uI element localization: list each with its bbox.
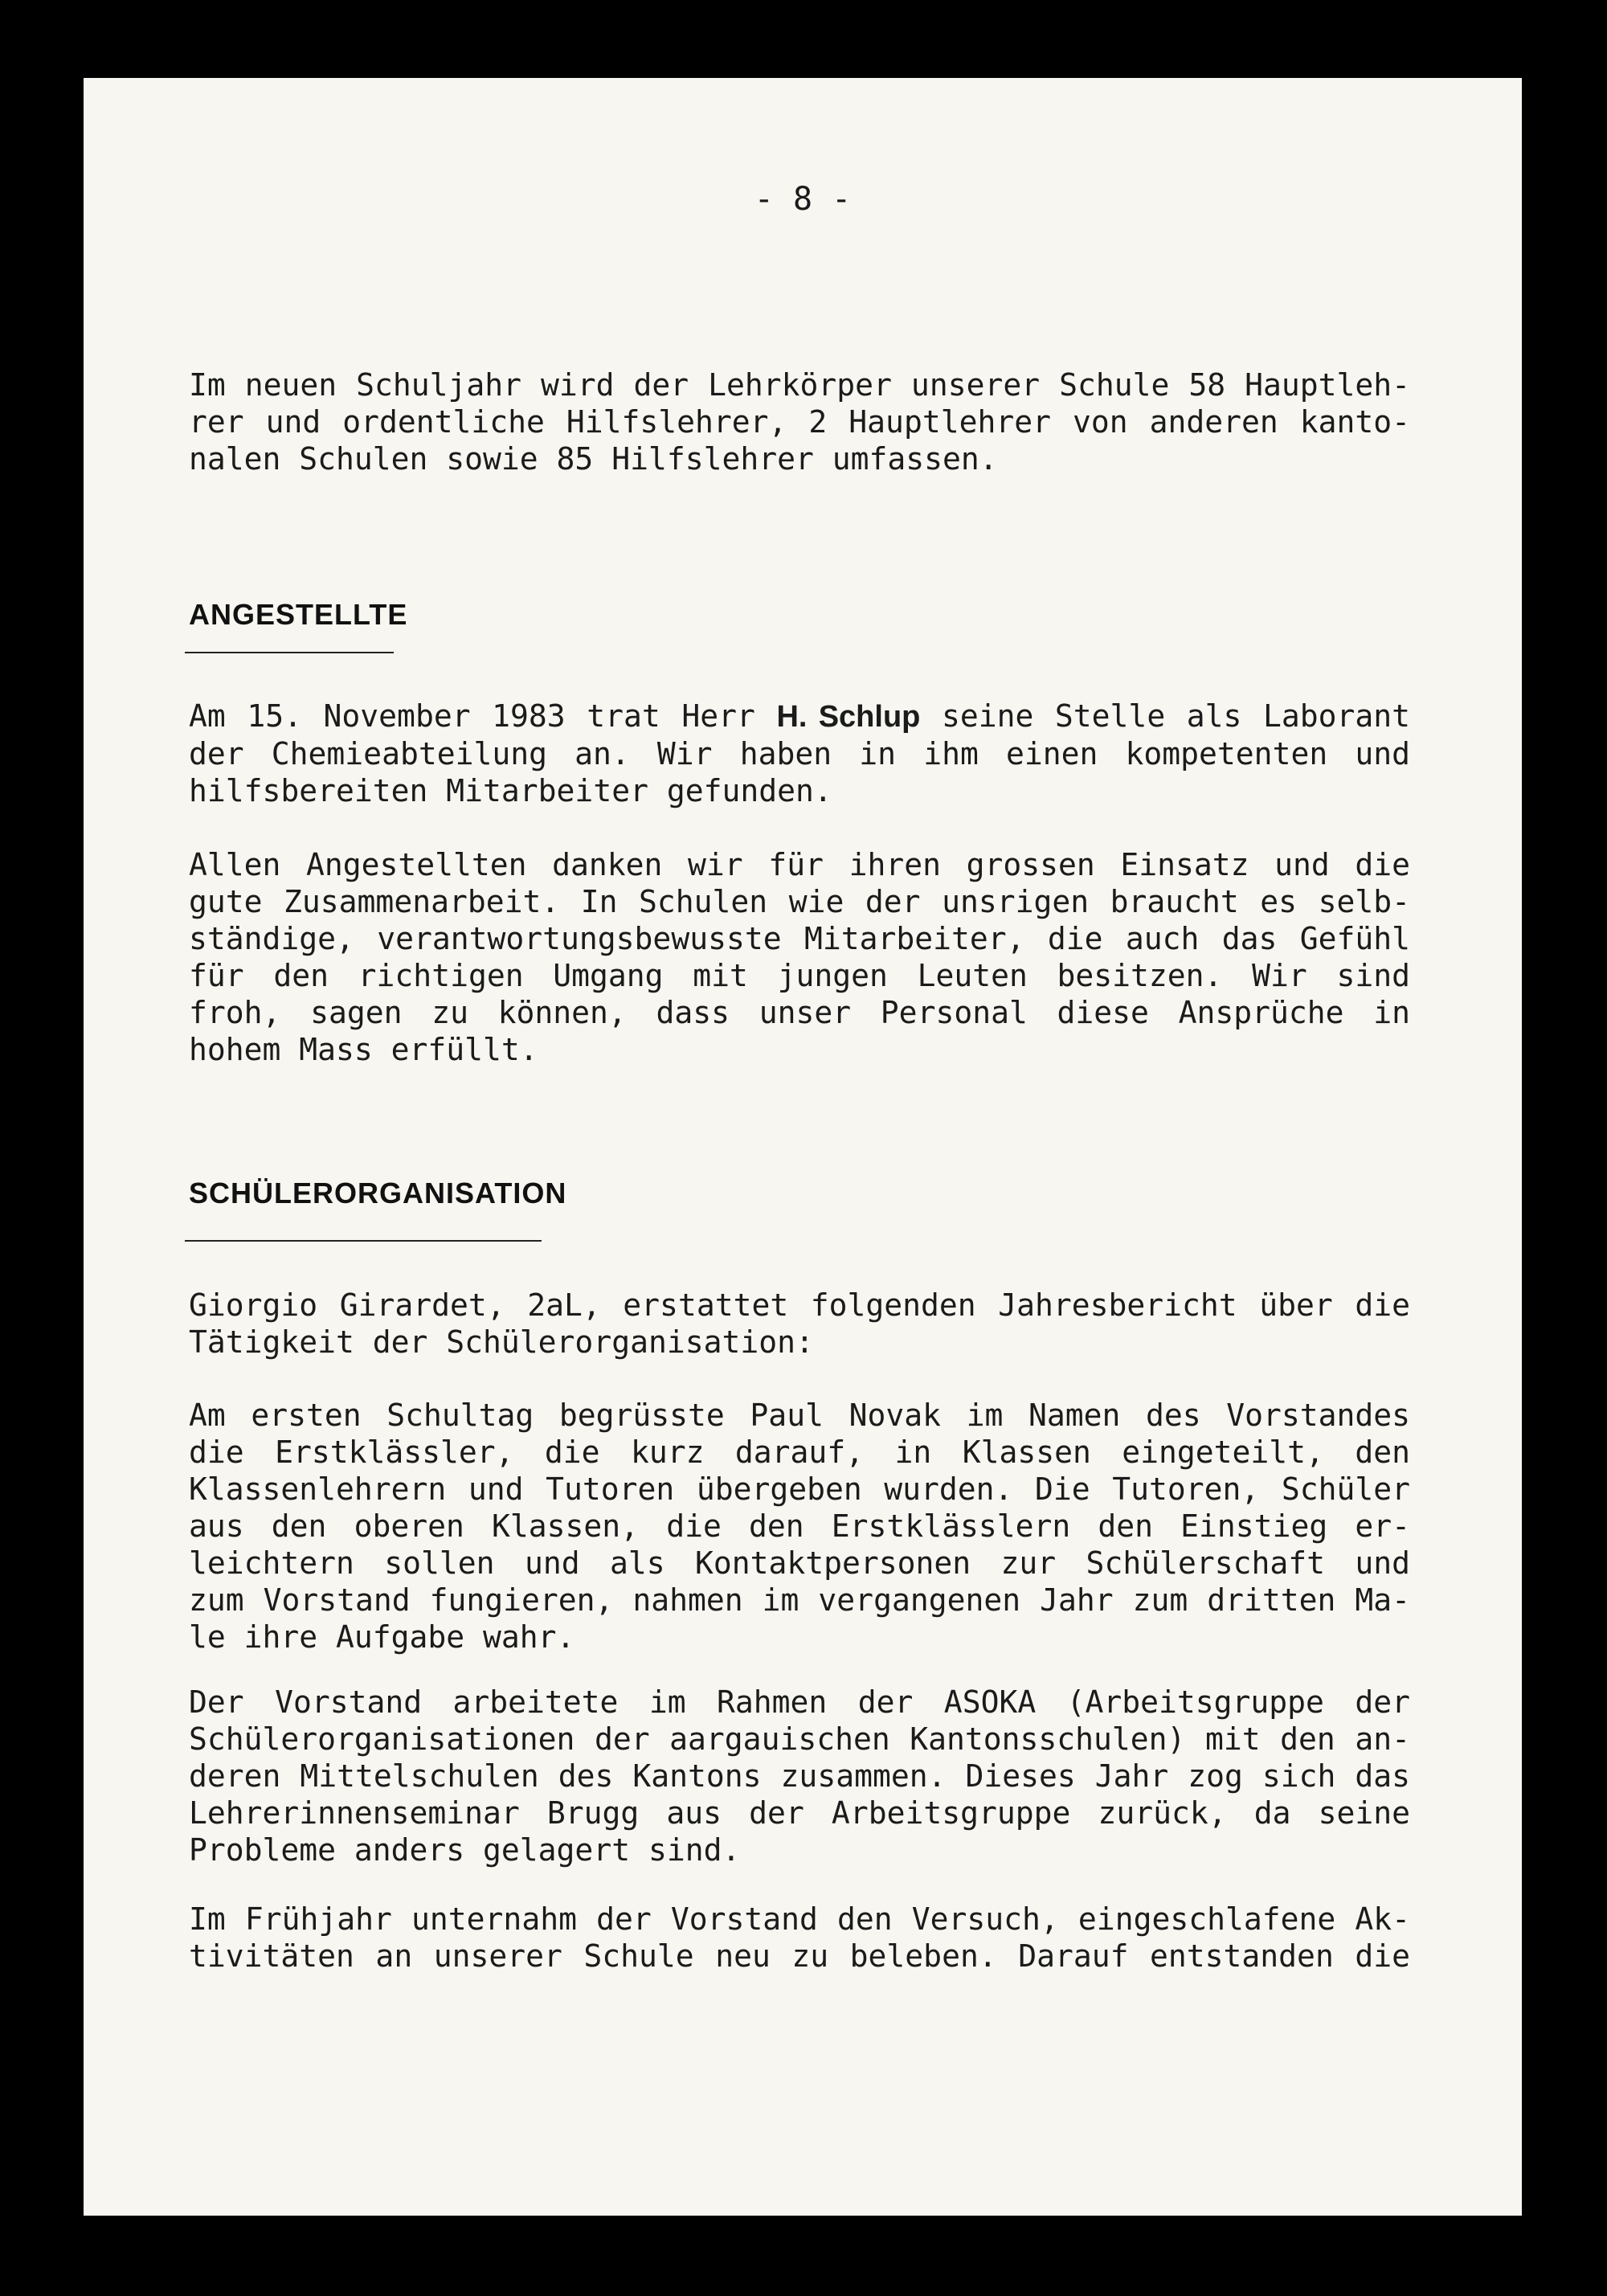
text-line: die Erstklässler, die kurz darauf, in Klassen eingeteilt, den bbox=[189, 1434, 1410, 1470]
text-line: Der Vorstand arbeitete im Rahmen der ASOKA (Arbeitsgruppe der bbox=[189, 1684, 1410, 1720]
text-line: hohem Mass erfüllt. bbox=[189, 1032, 538, 1067]
text-line: Im neuen Schuljahr wird der Lehrkörper unserer Schule 58 Hauptleh- bbox=[189, 367, 1410, 403]
text-line: der Chemieabteilung an. Wir haben in ihm einen kompetenten und bbox=[189, 736, 1410, 771]
text-line: ständige, verantwortungsbewusste Mitarbeiter, die auch das Gefühl bbox=[189, 921, 1410, 956]
document-page bbox=[84, 78, 1522, 2216]
text-line: deren Mittelschulen des Kantons zusammen. Dieses Jahr zog sich das bbox=[189, 1758, 1410, 1794]
text-line: nalen Schulen sowie 85 Hilfslehrer umfassen. bbox=[189, 441, 998, 477]
text-line: für den richtigen Umgang mit jungen Leuten besitzen. Wir sind bbox=[189, 958, 1410, 993]
page-number: - 8 - bbox=[754, 181, 852, 218]
intro-paragraph bbox=[189, 366, 1410, 477]
text-line: Tätigkeit der Schülerorganisation: bbox=[189, 1324, 814, 1360]
employee-name: H. Schlup bbox=[776, 700, 921, 734]
text-line: Klassenlehrern und Tutoren übergeben wurden. Die Tutoren, Schüler bbox=[189, 1471, 1410, 1507]
text-line: tivitäten an unserer Schule neu zu beleben. Darauf entstanden die bbox=[189, 1938, 1410, 1974]
angestellte-paragraph-2 bbox=[189, 846, 1410, 1068]
text-line: hilfsbereiten Mitarbeiter gefunden. bbox=[189, 773, 832, 808]
text-line: le ihre Aufgabe wahr. bbox=[189, 1619, 575, 1655]
schuelerorganisation-paragraph-4 bbox=[189, 1901, 1410, 1975]
text-line: aus den oberen Klassen, die den Erstklässlern den Einstieg er- bbox=[189, 1508, 1410, 1544]
text-line: Lehrerinnenseminar Brugg aus der Arbeitsgruppe zurück, da seine bbox=[189, 1795, 1410, 1831]
schuelerorganisation-paragraph-3 bbox=[189, 1684, 1410, 1868]
schuelerorganisation-paragraph-1 bbox=[189, 1287, 1410, 1361]
text-line: froh, sagen zu können, dass unser Personal diese Ansprüche in bbox=[189, 995, 1410, 1030]
heading-underline bbox=[185, 1240, 542, 1242]
text-segment: seine Stelle als Laborant bbox=[920, 698, 1411, 734]
section-heading-schuelerorganisation: SCHÜLERORGANISATION bbox=[189, 1177, 567, 1209]
text-line: Allen Angestellten danken wir für ihren grossen Einsatz und die bbox=[189, 847, 1410, 882]
text-line bbox=[189, 698, 1410, 735]
text-line: zum Vorstand fungieren, nahmen im vergangenen Jahr zum dritten Ma- bbox=[189, 1582, 1410, 1618]
text-line: leichtern sollen und als Kontaktpersonen zur Schülerschaft und bbox=[189, 1545, 1410, 1581]
heading-underline bbox=[185, 652, 394, 653]
section-heading-angestellte: ANGESTELLTE bbox=[189, 598, 408, 631]
text-segment: Am 15. November 1983 trat Herr bbox=[189, 698, 777, 734]
text-line: Giorgio Girardet, 2aL, erstattet folgenden Jahresbericht über die bbox=[189, 1287, 1410, 1323]
angestellte-paragraph-1 bbox=[189, 698, 1410, 809]
schuelerorganisation-paragraph-2 bbox=[189, 1397, 1410, 1655]
text-line: Probleme anders gelagert sind. bbox=[189, 1832, 741, 1868]
text-line: gute Zusammenarbeit. In Schulen wie der unsrigen braucht es selb- bbox=[189, 884, 1410, 919]
text-line: Am ersten Schultag begrüsste Paul Novak im Namen des Vorstandes bbox=[189, 1398, 1410, 1433]
text-line: Schülerorganisationen der aargauischen Kantonsschulen) mit den an- bbox=[189, 1721, 1410, 1757]
text-line: rer und ordentliche Hilfslehrer, 2 Hauptlehrer von anderen kanto- bbox=[189, 404, 1410, 440]
text-line: Im Frühjahr unternahm der Vorstand den Versuch, eingeschlafene Ak- bbox=[189, 1901, 1410, 1937]
